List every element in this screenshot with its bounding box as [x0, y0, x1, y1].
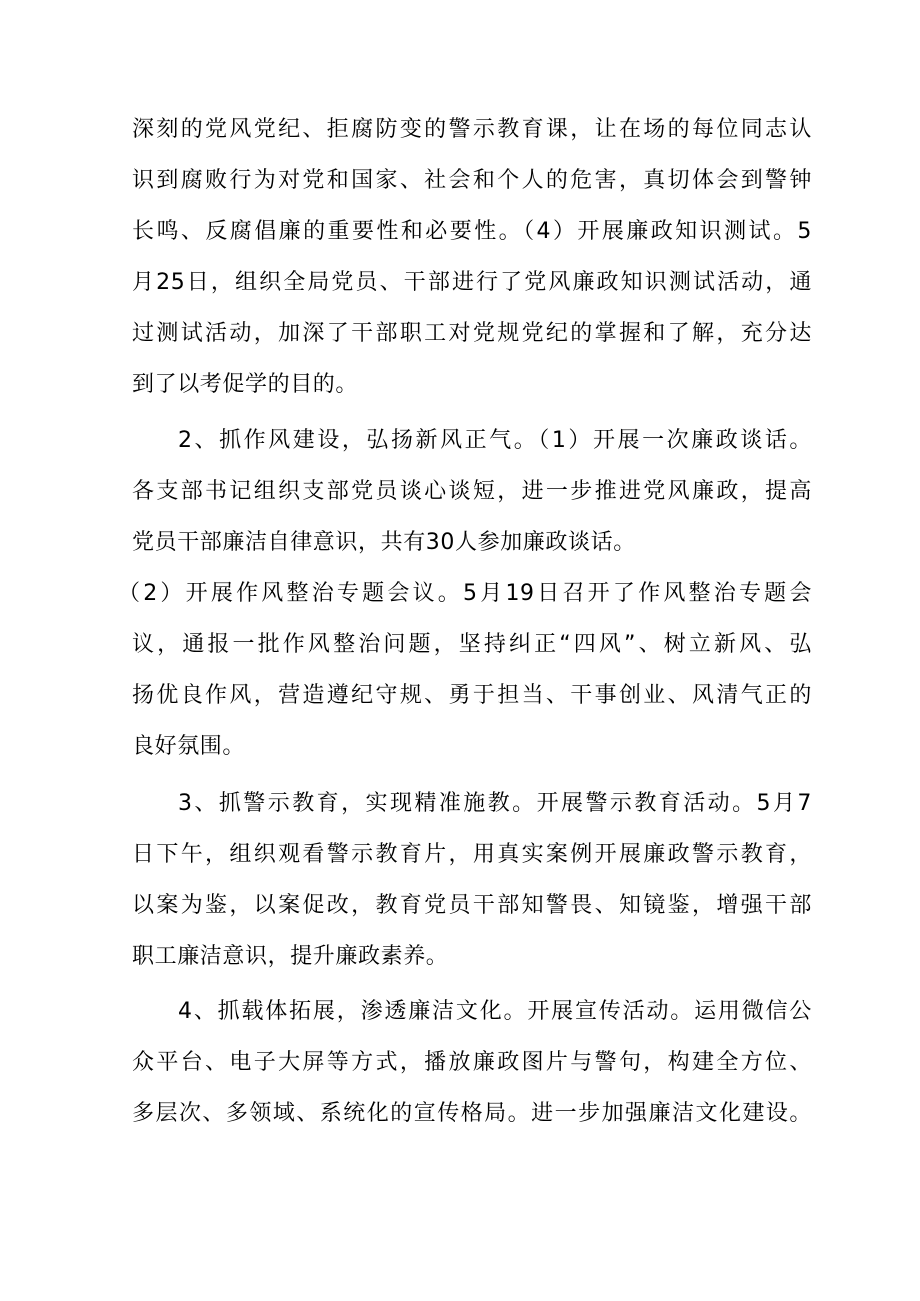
paragraph-1 — [132, 104, 812, 410]
text-line: （2）开展作风整治专题会议。5月19日召开了作风整治专题会 — [118, 581, 812, 606]
paragraph-2 — [118, 415, 812, 772]
text-line: 深刻的党风党纪、拒腐防变的警示教育课，让在场的每位同志认 — [132, 117, 812, 142]
text-line: 2、抓作风建设，弘扬新风正气。（1）开展一次廉政谈话。 — [178, 428, 812, 453]
text-line: 以案为鉴，以案促改，教育党员干部知警畏、知镜鉴，增强干部 — [132, 893, 812, 918]
text-line: 议，通报一批作风整治问题，坚持纠正“四风”、树立新风、弘 — [132, 632, 812, 657]
paragraph-3 — [132, 778, 812, 982]
text-line: 良好氛围。 — [132, 734, 246, 759]
text-line: 4、抓载体拓展，渗透廉洁文化。开展宣传活动。运用微信公 — [178, 999, 812, 1024]
text-line: 扬优良作风，营造遵纪守规、勇于担当、干事创业、风清气正的 — [132, 683, 812, 708]
text-line: 多层次、多领域、系统化的宣传格局。进一步加强廉洁文化建设。 — [132, 1101, 812, 1126]
text-line: 各支部书记组织支部党员谈心谈短，进一步推进党风廉政，提高 — [132, 479, 812, 504]
text-line: 众平台、电子大屏等方式，播放廉政图片与警句，构建全方位、 — [132, 1050, 812, 1075]
text-line: 党员干部廉洁自律意识，共有30人参加廉政谈话。 — [132, 530, 636, 555]
text-line: 识到腐败行为对党和国家、社会和个人的危害，真切体会到警钟 — [132, 168, 812, 193]
text-line: 职工廉洁意识，提升廉政素养。 — [132, 944, 449, 969]
text-line: 过测试活动，加深了干部职工对党规党纪的掌握和了解，充分达 — [132, 321, 812, 346]
text-line: 3、抓警示教育，实现精准施教。开展警示教育活动。5月7 — [178, 791, 812, 816]
paragraph-4 — [132, 986, 812, 1139]
text-line: 月25日，组织全局党员、干部进行了党风廉政知识测试活动，通 — [132, 270, 812, 295]
text-line: 日下午，组织观看警示教育片，用真实案例开展廉政警示教育， — [132, 842, 812, 867]
text-line: 长鸣、反腐倡廉的重要性和必要性。（4）开展廉政知识测试。5 — [132, 219, 812, 244]
text-line: 到了以考促学的目的。 — [132, 372, 359, 397]
